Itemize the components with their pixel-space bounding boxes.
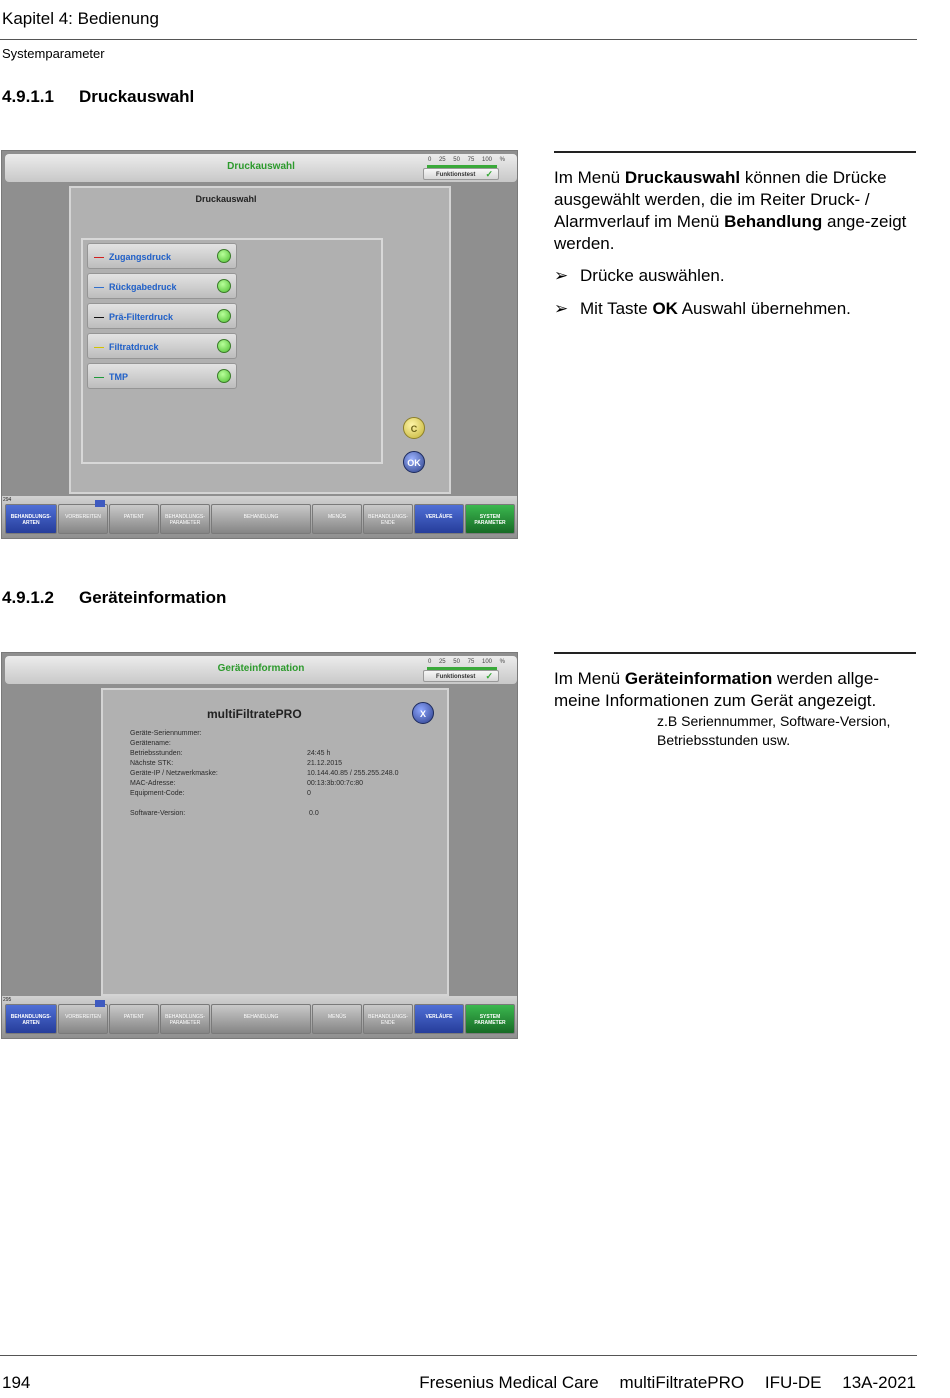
check-icon: ✓ [485,169,493,179]
nav-behandlungsarten[interactable]: BEHANDLUNGS- ARTEN [5,504,57,534]
nav-patient[interactable]: PATIENT [109,504,159,534]
info-label: MAC-Adresse: [130,780,176,787]
geraeteinformation-screenshot [1,652,518,1039]
chapter-title: Kapitel 4: Bedienung [2,9,159,28]
pressure-option-filtratdruck[interactable] [87,333,237,359]
screen-code: 294 [3,497,12,503]
screen-title-bar [5,154,517,182]
color-swatch [94,287,104,288]
info-label: Gerätename: [130,740,171,747]
color-swatch [94,257,104,258]
nav-verlaeufe[interactable]: VERLÄUFE [414,1004,464,1034]
flag-icon [95,1000,105,1007]
info-label: Equipment-Code: [130,790,185,797]
progress-scale: 0 25 50 75 100 % [427,659,505,665]
option-label: Prä-Filterdruck [109,312,174,322]
nav-systemparameter[interactable]: SYSTEM PARAMETER [465,1004,515,1034]
screen-title: Druckauswahl [227,161,295,172]
footer-rule [0,1355,917,1356]
check-icon: ✓ [485,671,493,681]
section-number-2: 4.9.1.2 [2,588,54,607]
option-label: TMP [109,372,128,382]
led-icon [217,279,231,293]
color-swatch [94,347,104,348]
color-swatch [94,317,104,318]
pressure-option-rueckgabedruck[interactable] [87,273,237,299]
bullet-confirm-ok: ➢ Mit Taste OK Auswahl übernehmen. [554,299,851,318]
nav-menues[interactable]: MENÜS [312,1004,362,1034]
cancel-button[interactable]: C [403,417,425,439]
progress-scale: 0 25 50 75 100 % [427,157,505,163]
info-value: 0 [307,790,311,797]
option-label: Rückgabedruck [109,282,177,292]
pressure-list [81,238,383,464]
led-icon [217,339,231,353]
pressure-option-tmp[interactable] [87,363,237,389]
led-icon [217,309,231,323]
info-value: 00:13:3b:00:7c:80 [307,780,364,787]
section2-note-line-2: Betriebsstunden usw. [657,732,791,748]
ok-button[interactable]: OK [403,451,425,473]
status-field [423,168,499,180]
nav-behandlungsende[interactable]: BEHANDLUNGS- ENDE [363,504,413,534]
info-label: Nächste STK: [130,760,174,767]
led-icon [217,249,231,263]
info-label: Geräte-Seriennummer: [130,730,202,737]
bottom-navigation [2,496,518,538]
nav-menues[interactable]: MENÜS [312,504,362,534]
footer-info [403,1373,916,1393]
color-swatch [94,377,104,378]
nav-vorbereiten[interactable]: VORBEREITEN [58,504,108,534]
header-rule [0,39,917,40]
section1-paragraph: Im Menü Druckauswahl können die Drücke ausgewählt werden, die im Reiter Druck- / Alarmverlauf im Menü Behandlung ange-zeigt werden. [554,168,907,253]
bottom-navigation [2,996,518,1038]
text-rule-2 [554,652,916,654]
info-label: Software-Version: [130,810,186,817]
info-value: 24:45 h [307,750,331,757]
section-title-2: Geräteinformation [79,588,227,607]
close-button[interactable]: X [412,702,434,724]
panel-heading: Druckauswahl [195,194,257,204]
section-number-1: 4.9.1.1 [2,87,54,106]
footer-version: 13A-2021 [842,1373,916,1392]
nav-behandlungsparameter[interactable]: BEHANDLUNGS- PARAMETER [160,1004,210,1034]
info-value: 0.0 [309,810,319,817]
nav-systemparameter[interactable]: SYSTEM PARAMETER [465,504,515,534]
bullet-select-pressures: ➢ Drücke auswählen. [554,266,725,285]
status-field [423,670,499,682]
section2-note-line-1: z.B Seriennummer, Software-Version, [657,713,891,729]
arrow-icon: ➢ [554,266,569,285]
info-label: Betriebsstunden: [130,750,183,757]
nav-behandlung[interactable]: BEHANDLUNG [211,1004,311,1034]
option-label: Zugangsdruck [109,252,172,262]
section2-paragraph: Im Menü Geräteinformation werden allge-meine Informationen zum Gerät angezeigt. [554,669,879,710]
info-value: 10.144.40.85 / 255.255.248.0 [307,770,399,777]
geraeteinformation-panel [101,688,449,996]
screen-title-bar [5,656,517,684]
druckauswahl-panel [69,186,451,494]
status-text: Funktionstest [436,674,476,680]
arrow-icon: ➢ [554,299,569,318]
text-rule-1 [554,151,916,153]
footer-company: Fresenius Medical Care [419,1373,599,1392]
nav-behandlungsparameter[interactable]: BEHANDLUNGS- PARAMETER [160,504,210,534]
nav-behandlungsarten[interactable]: BEHANDLUNGS- ARTEN [5,1004,57,1034]
section-title-1: Druckauswahl [79,87,195,106]
nav-vorbereiten[interactable]: VORBEREITEN [58,1004,108,1034]
pressure-option-zugangsdruck[interactable] [87,243,237,269]
flag-icon [95,500,105,507]
nav-patient[interactable]: PATIENT [109,1004,159,1034]
page-number: 194 [2,1373,31,1392]
option-label: Filtratdruck [109,342,159,352]
info-value: 21.12.2015 [307,760,343,767]
screen-title: Geräteinformation [217,663,305,674]
led-icon [217,369,231,383]
druckauswahl-screenshot [1,150,518,539]
nav-behandlung[interactable]: BEHANDLUNG [211,504,311,534]
info-label: Geräte-IP / Netzwerkmaske: [130,770,218,777]
device-name: multiFiltratePRO [207,707,302,721]
pressure-option-praefilterdruck[interactable] [87,303,237,329]
footer-doc: IFU-DE [764,1373,822,1392]
section-subtitle: Systemparameter [2,46,105,61]
status-text: Funktionstest [436,172,476,178]
screen-code: 295 [3,997,12,1003]
nav-behandlungsende[interactable]: BEHANDLUNGS- ENDE [363,1004,413,1034]
nav-verlaeufe[interactable]: VERLÄUFE [414,504,464,534]
footer-product: multiFiltratePRO [619,1373,745,1392]
